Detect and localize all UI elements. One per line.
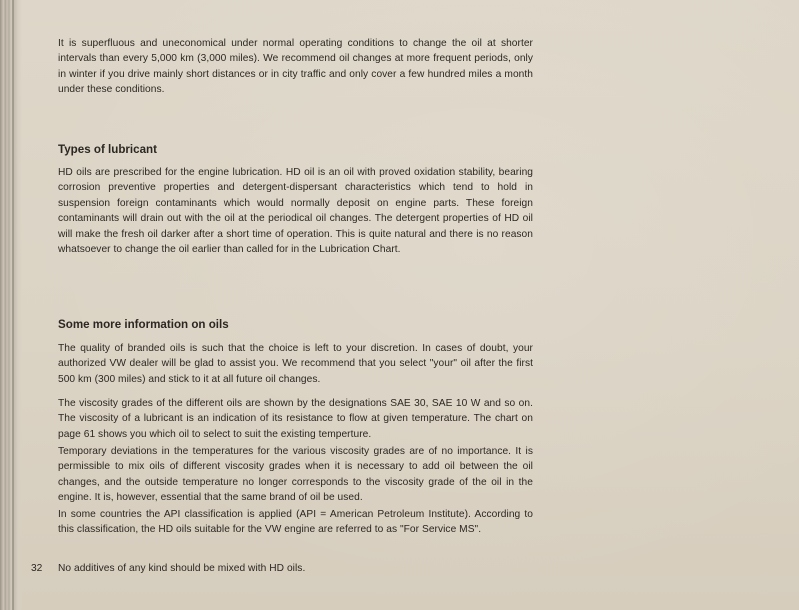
info-paragraph-quality: The quality of branded oils is such that the choice is left to your discretion. In cases of doubt, your authorized VW dealer will be glad to assist you. We recommend that you select "your" oil after the first 500 km (300 miles) and stick to it at all future oil changes. bbox=[58, 343, 533, 385]
lubricant-paragraph: HD oils are prescribed for the engine lubrication. HD oil is an oil with proved oxidation stability, bearing corrosion preventive properties and detergent-dispersant characteristics which tend to hold in suspension foreign contaminants which would normally deposit on engine parts. These foreign contaminants will drain out with the oil at the periodical oil changes. The detergent properties of HD oil will make the fresh oil darker after a short time of operation. This is quite natural and there is no reason whatsoever to change the oil earlier than called for in the Lubrication Chart. bbox=[58, 167, 533, 256]
info-paragraph-api: In some countries the API classification is applied (API = American Petroleum Institute). According to this classification, the HD oils suitable for the VW engine are referred to as "For Service MS". bbox=[58, 509, 533, 536]
heading-types-of-lubricant: Types of lubricant bbox=[58, 143, 157, 156]
book-binding-edge bbox=[0, 0, 22, 610]
page-number: 32 bbox=[31, 563, 43, 574]
info-paragraph-temperature: Temporary deviations in the temperatures for the various viscosity grades are of no importance. It is permissible to mix oils of different viscosity grades when it is necessary to add oil between the oil changes, and the outside temperature no longer corresponds to the viscosity grade of the oil in the engine. It is, however, essential that the same brand of oil be used. bbox=[58, 446, 533, 504]
info-paragraph-additives: No additives of any kind should be mixed with HD oils. bbox=[58, 563, 306, 574]
spine-shadow bbox=[12, 0, 14, 610]
heading-more-information: Some more information on oils bbox=[58, 318, 229, 331]
intro-paragraph: It is superfluous and uneconomical under normal operating conditions to change the oil at shorter intervals than every 5,000 km (3,000 miles). We recommend oil changes at more frequent periods, only in winter if you drive mainly short distances or in city traffic and only cover a few hundred miles a month under these conditions. bbox=[58, 38, 533, 96]
info-paragraph-viscosity: The viscosity grades of the different oils are shown by the designations SAE 30, SAE 10 W and so on. The viscosity of a lubricant is an indication of its resistance to flow at given temperature. The chart on page 61 shows you which oil to select to suit the existing temperture. bbox=[58, 398, 533, 440]
